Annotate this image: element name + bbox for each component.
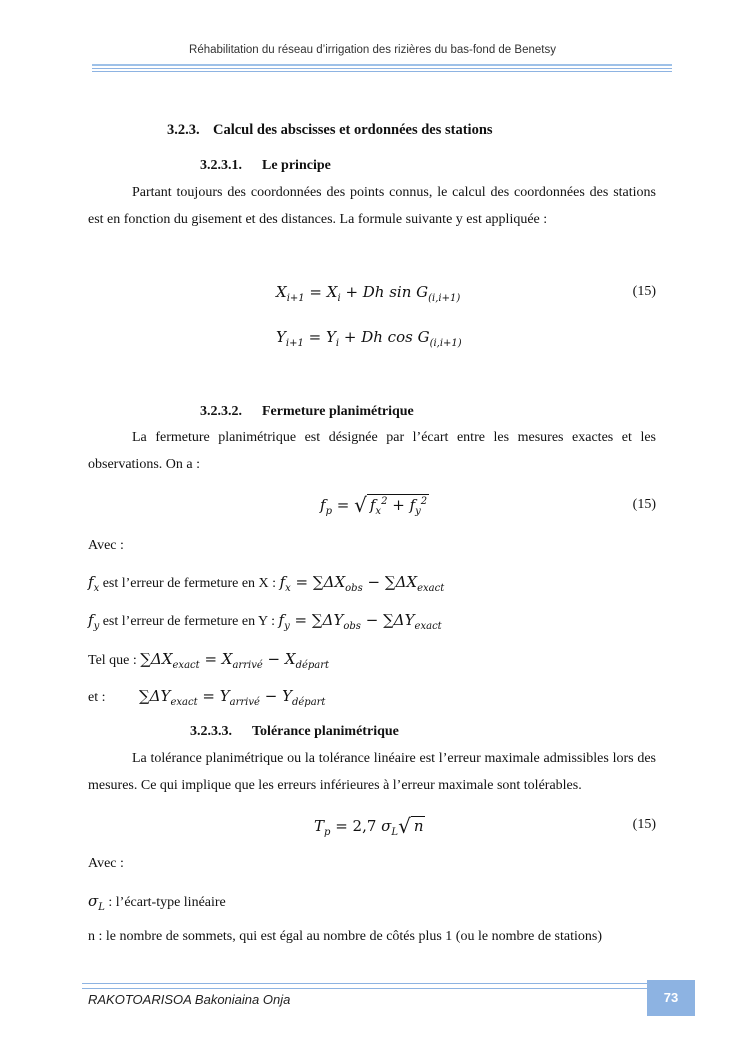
section-title: Calcul des abscisses et ordonnées des stations [213, 122, 493, 138]
header-rule [92, 64, 672, 71]
subsection-number: 3.2.3.2. [200, 404, 242, 419]
avec-label: Avec : [88, 856, 124, 871]
equation-number: (15) [632, 284, 656, 299]
et-label: et : [88, 690, 106, 705]
equation-number: (15) [632, 497, 656, 512]
equation-tolerance: $T_p = 2,7$ $\sigma_L√$ n [314, 814, 424, 838]
paragraph-fermeture: La fermeture planimétrique est désignée par l’écart entre les mesures exactes et les observations. On a : [88, 430, 656, 472]
subsection-title: Fermeture planimétrique [262, 404, 414, 419]
fx-definition: $f_x$ est l’erreur de fermeture en X : $f_x = \sum\Delta X_{obs} - \sum\Delta X_{exact}$ [88, 573, 445, 594]
fy-definition: $f_y$ est l’erreur de fermeture en Y : $f_y = \sum\Delta Y_{obs} - \sum\Delta Y_{exact}$ [88, 611, 442, 632]
equation-number: (15) [632, 817, 656, 832]
subsection-heading-3-2-3-2 [200, 404, 414, 420]
subsection-title: Le principe [262, 158, 331, 173]
sigma-definition: $\sigma_L$ : l’écart-type linéaire [88, 892, 226, 913]
footer-author: RAKOTOARISOA Bakoniaina Onja [88, 992, 291, 1007]
section-number: 3.2.3. [167, 122, 200, 138]
subsection-number: 3.2.3.3. [190, 724, 232, 739]
footer-rule [82, 983, 647, 989]
avec-label: Avec : [88, 538, 124, 553]
subsection-title: Tolérance planimétrique [252, 724, 399, 739]
sigma-text: : l’écart-type linéaire [108, 895, 226, 910]
subsection-number: 3.2.3.1. [200, 158, 242, 173]
x-exact-definition: Tel que : $\sum\Delta X_{exact} = X_{arrivé} - X_{départ}$ [88, 650, 330, 671]
y-exact-definition: et : $\sum\Delta Y_{exact} = Y_{arrivé} - Y_{départ}$ [88, 687, 326, 708]
tel-que-label: Tel que : [88, 653, 137, 668]
fx-text: est l’erreur de fermeture en X : [102, 576, 277, 591]
equation-x-station: $X_{i+1} = X_i + Dh$ $\sin G_{(i,i+1)}$ [276, 283, 461, 304]
subsection-heading-3-2-3-3 [190, 724, 399, 740]
equation-y-station: $Y_{i+1} = Y_i + Dh$ $\cos G_{(i,i+1)}$ [276, 328, 462, 349]
subsection-heading-3-2-3-1 [200, 158, 331, 174]
paragraph-principe: Partant toujours des coordonnées des points connus, le calcul des coordonnées des stations est en fonction du gisement et des distances. La formule suivante y est appliquée : [88, 185, 656, 227]
paragraph-tolerance: La tolérance planimétrique ou la tolérance linéaire est l’erreur maximale admissibles lors des mesures. Ce qui implique que les erreurs inférieures à l’erreur maximale sont tolérables. [88, 751, 656, 793]
running-header: Réhabilitation du réseau d’irrigation des rizières du bas-fond de Benetsy [189, 44, 556, 56]
equation-fermeture: $f_p$ = √ $f_x^2 + f_y^2$ [320, 493, 428, 517]
section-heading-3-2-3 [167, 122, 493, 139]
fy-text: est l’erreur de fermeture en Y : [102, 614, 276, 629]
page-number-badge: 73 [647, 980, 695, 1016]
n-definition: n : le nombre de sommets, qui est égal au nombre de côtés plus 1 (ou le nombre de stations) [88, 929, 602, 944]
